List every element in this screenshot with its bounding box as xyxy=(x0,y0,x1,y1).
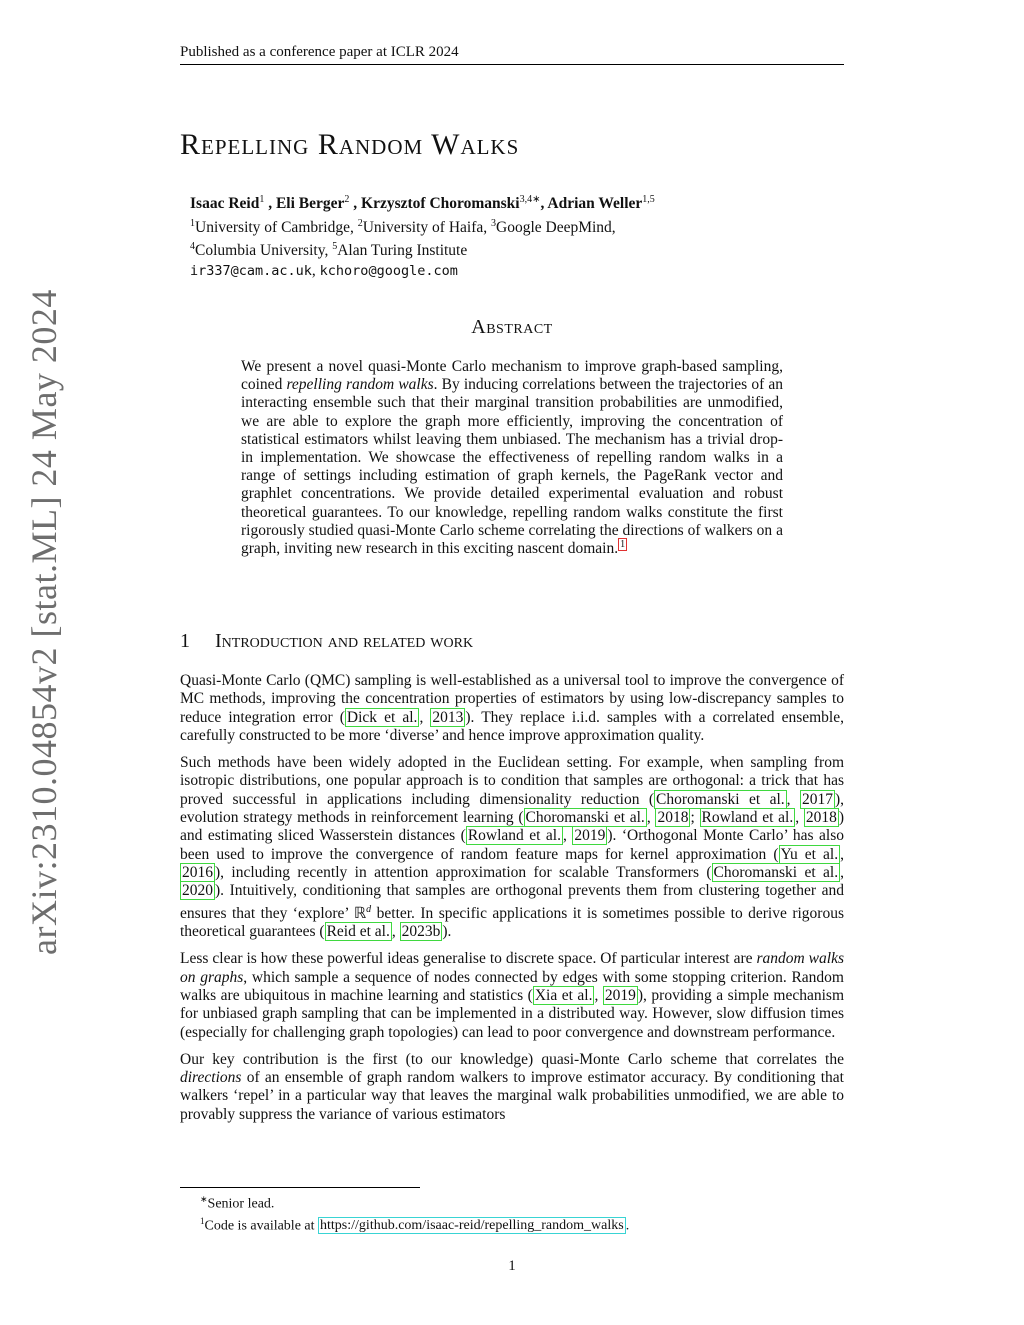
citation-separator: , xyxy=(795,809,804,827)
paragraph xyxy=(180,672,844,745)
affiliation-line xyxy=(190,237,830,261)
citation-year-link[interactable]: 2019 xyxy=(604,986,636,1004)
email-separator: , xyxy=(311,261,320,279)
body-text: ), providing a simple mechanism for unbiased graph sampling that can be implemented in a distributed way. However, slow diffusion times (especially for challenging graph topologies) can lead to poor convergence and downstream performance. xyxy=(180,986,844,1041)
author-affil-mark: 1 xyxy=(259,194,265,205)
emphasis: random walks on graphs xyxy=(180,950,844,986)
citation-separator: ; xyxy=(690,809,700,827)
citation-separator: , xyxy=(419,708,431,726)
author-affil-mark: 2 xyxy=(344,194,350,205)
citation-link[interactable]: Choromanski et al. xyxy=(656,790,785,808)
citation-year-link[interactable]: 2016 xyxy=(182,863,213,881)
citation-year-link[interactable]: 2017 xyxy=(801,790,833,808)
author-separator: , xyxy=(540,195,548,213)
body-text: ). ‘Orthogonal Monte Carlo’ has also been used to improve the convergence of random feature maps for kernel approximation ( xyxy=(180,827,845,863)
citation-link[interactable]: Rowland et al. xyxy=(467,827,561,845)
abstract-heading: Abstract xyxy=(471,316,553,338)
citation-year-link[interactable]: 2018 xyxy=(657,809,689,827)
section-title: Introduction and related work xyxy=(215,630,474,652)
footnote-link[interactable]: 1 xyxy=(620,538,626,550)
citation-year-link[interactable]: 2023b xyxy=(401,923,441,941)
citation-link[interactable]: Dick et al. xyxy=(346,708,418,726)
body-text: ). xyxy=(442,923,452,941)
paragraph xyxy=(180,754,844,941)
email-line xyxy=(190,261,830,282)
affil-mark: 4 xyxy=(190,241,195,253)
citation-separator: , xyxy=(840,845,844,863)
page-number: 1 xyxy=(508,1258,516,1274)
abstract-text: We present a novel quasi-Monte Carlo mechanism to improve graph-based sampling, coined xyxy=(241,358,783,394)
author-name: Adrian Weller xyxy=(547,195,643,213)
code-url-link[interactable]: https://github.com/isaac-reid/repelling_random_walks xyxy=(320,1218,624,1234)
author-name: Krzysztof Choromanski xyxy=(361,195,520,213)
author-separator: , xyxy=(349,195,362,213)
affiliation: Google DeepMind, xyxy=(496,218,616,236)
citation-separator: , xyxy=(786,790,800,808)
citation-year-link[interactable]: 2018 xyxy=(805,809,837,827)
math-superscript: d xyxy=(366,903,372,915)
paragraph xyxy=(180,1051,844,1124)
body-text: Such methods have been widely adopted in the Euclidean setting. For example, when sampling from isotropic distributions, one popular approach is to condition that samples are orthogonal: a trick that has proved successful in applications including dimensionality reduction ( xyxy=(180,754,844,808)
citation-separator: , xyxy=(840,863,844,881)
citation-year-link[interactable]: 2013 xyxy=(432,708,464,726)
body-text: ), including recently in attention approximation for scalable Transformers ( xyxy=(215,863,712,881)
author-name: Isaac Reid xyxy=(190,195,260,213)
footnote-mark: 1 xyxy=(200,1215,205,1226)
email: kchoro@google.com xyxy=(319,262,458,279)
author-names xyxy=(190,190,830,214)
author-block xyxy=(190,190,830,281)
footnote xyxy=(200,1213,840,1235)
body-text: Our key contribution is the first (to our knowledge) quasi-Monte Carlo scheme that correlates the xyxy=(180,1050,844,1068)
citation-link[interactable]: Reid et al. xyxy=(326,923,390,941)
abstract-body xyxy=(241,358,783,558)
citation-link[interactable]: Rowland et al. xyxy=(701,809,794,827)
affiliation: University of Haifa, xyxy=(362,218,492,236)
affil-mark: 1 xyxy=(190,217,195,229)
footnote xyxy=(200,1191,840,1213)
body-text: better. In specific applications it is sometimes possible to derive rigorous theoretical guarantees ( xyxy=(180,904,844,941)
citation-year-link[interactable]: 2019 xyxy=(574,827,606,845)
citation-year-link[interactable]: 2020 xyxy=(182,882,213,900)
footnote-text: Senior lead. xyxy=(207,1196,275,1212)
footnote-rule xyxy=(180,1187,420,1188)
section-heading xyxy=(180,630,473,653)
body-text: ). They replace i.i.d. samples with a correlated ensemble, carefully constructed to be more ‘diverse’ and hence improve approximation quality. xyxy=(180,708,844,744)
author-separator: , xyxy=(264,195,276,213)
email: ir337@cam.ac.uk xyxy=(190,262,312,279)
body-text: Less clear is how these powerful ideas generalise to discrete space. Of particular interest are xyxy=(180,950,757,968)
paragraph xyxy=(180,950,844,1041)
body-text: of an ensemble of graph random walkers to improve estimator accuracy. By conditioning that walkers ‘repel’ in a particular way that leaves the marginal walk probabilities unmodified, we are able to provably suppress the variance of various estimators xyxy=(180,1069,844,1123)
paper-title: Repelling Random Walks xyxy=(180,128,520,161)
affiliation: Alan Turing Institute xyxy=(337,242,468,260)
body-text: ) and estimating sliced Wasserstein distances ( xyxy=(180,809,845,845)
section-body xyxy=(180,672,844,1133)
body-text: , which sample a sequence of nodes connected by edges with some stopping criterion. Random walks are ubiquitous in machine learning and statistics ( xyxy=(180,968,844,1004)
author-name: Eli Berger xyxy=(275,195,345,213)
author-affil-mark: 3,4∗ xyxy=(519,194,541,205)
body-text: ), evolution strategy methods in reinforcement learning ( xyxy=(180,790,844,827)
footnote-text: . xyxy=(625,1218,630,1234)
affiliation: Columbia University, xyxy=(195,242,333,260)
abstract-text: . By inducing correlations between the trajectories of an interacting ensemble such that their marginal transition probabilities are unmodified, we are able to explore the graph more efficiently, improving the concentration of statistical estimators whilst leaving them unbiased. The mechanism has a trivial drop-in implementation. We showcase the effectiveness of repelling random walks in a range of settings including estimation of graph kernels, the PageRank vector and graphlet concentrations. We provide detailed experimental evaluation and robust theoretical guarantees. To our knowledge, repelling random walks constitute the first rigorously studied quasi-Monte Carlo scheme correlating the directions of walkers on a graph, inviting new research in this exciting nascent domain. xyxy=(241,376,783,558)
citation-link[interactable]: Choromanski et al. xyxy=(525,809,645,827)
citation-link[interactable]: Choromanski et al. xyxy=(713,863,839,881)
affil-mark: 2 xyxy=(357,217,363,229)
footnote-mark: ∗ xyxy=(200,1194,208,1204)
abstract-emphasis: repelling random walks xyxy=(286,376,434,394)
emphasis: directions xyxy=(180,1069,242,1087)
body-text: Quasi-Monte Carlo (QMC) sampling is well-established as a universal tool to improve the convergence of MC methods, improving the concentration properties of estimators by using low-discrepancy samples to reduce integration error ( xyxy=(180,672,844,726)
affiliation-line xyxy=(190,214,830,238)
affil-mark: 3 xyxy=(491,217,497,229)
arxiv-identifier: arXiv:2310.04854v2 [stat.ML] 24 May 2024 xyxy=(24,289,64,955)
footnotes xyxy=(200,1191,840,1234)
section-number: 1 xyxy=(180,630,190,652)
citation-separator: , xyxy=(391,923,400,941)
math-symbol: ℝ xyxy=(353,904,367,922)
body-text: ). Intuitively, conditioning that samples are orthogonal prevents them from clustering together and ensures that they ‘explore’ xyxy=(180,882,844,922)
citation-link[interactable]: Yu et al. xyxy=(780,845,839,863)
citation-separator: , xyxy=(646,809,656,827)
footnote-text: Code is available at xyxy=(204,1218,319,1234)
citation-link[interactable]: Xia et al. xyxy=(534,986,593,1004)
running-header: Published as a conference paper at ICLR 2024 xyxy=(180,44,844,65)
citation-separator: , xyxy=(594,986,603,1004)
citation-separator: , xyxy=(562,827,573,845)
affil-mark: 5 xyxy=(332,241,338,253)
author-affil-mark: 1,5 xyxy=(642,194,655,205)
affiliation: University of Cambridge, xyxy=(195,218,358,236)
